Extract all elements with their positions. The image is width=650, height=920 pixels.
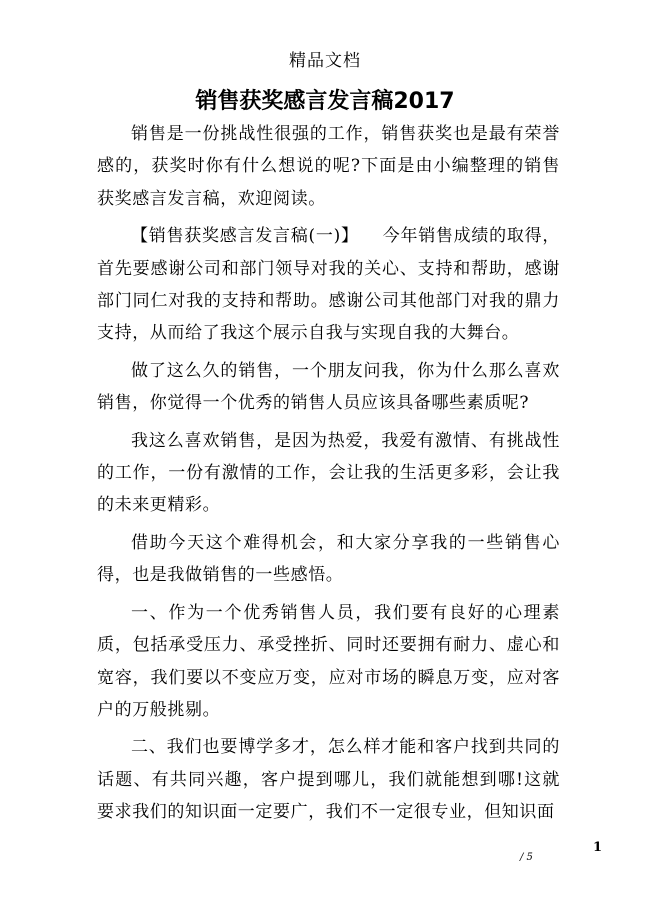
paragraph-section-one (97, 220, 560, 350)
page-number: 1 (593, 840, 603, 855)
section-title: 【销售获奖感言发言稿(一)】 (131, 226, 359, 247)
paragraph: 做了这么久的销售，一个朋友问我，你为什么那么喜欢销售，你觉得一个优秀的销售人员应该具备哪些素质呢? (97, 360, 560, 414)
paragraph-text: 今年销售成绩的取得，首先要感谢公司和部门领导对我的关心、支持和帮助，感谢部门同仁对我的支持和帮助。感谢公司其他部门对我的鼎力支持，从而给了我这个展示自我与实现自我的大舞台。 (97, 226, 561, 344)
paragraph: 二、我们也要博学多才，怎么样才能和客户找到共同的话题、有共同兴趣，客户提到哪儿，我们就能想到哪!这就要求我们的知识面一定要广，我们不一定很专业，但知识面 (97, 737, 560, 823)
paragraph: 我这么喜欢销售，是因为热爱，我爱有激情、有挑战性的工作，一份有激情的工作，会让我的生活更多彩，会让我的未来更精彩。 (97, 430, 560, 516)
paragraph: 借助今天这个难得机会，和大家分享我的一些销售心得，也是我做销售的一些感悟。 (97, 532, 560, 586)
document-body (97, 118, 560, 834)
paragraph-intro: 销售是一份挑战性很强的工作，销售获奖也是最有荣誉感的，获奖时你有什么想说的呢?下面是由小编整理的销售获奖感言发言稿，欢迎阅读。 (97, 124, 560, 209)
paragraph: 一、作为一个优秀销售人员，我们要有良好的心理素质，包括承受压力、承受挫折、同时还要拥有耐力、虚心和宽容，我们要以不变应万变，应对市场的瞬息万变，应对客户的万般挑剔。 (97, 602, 560, 720)
document-title: 销售获奖感言发言稿2017 (195, 89, 455, 114)
page-total: / 5 (520, 852, 533, 863)
page-header: 精品文档 (289, 51, 361, 71)
